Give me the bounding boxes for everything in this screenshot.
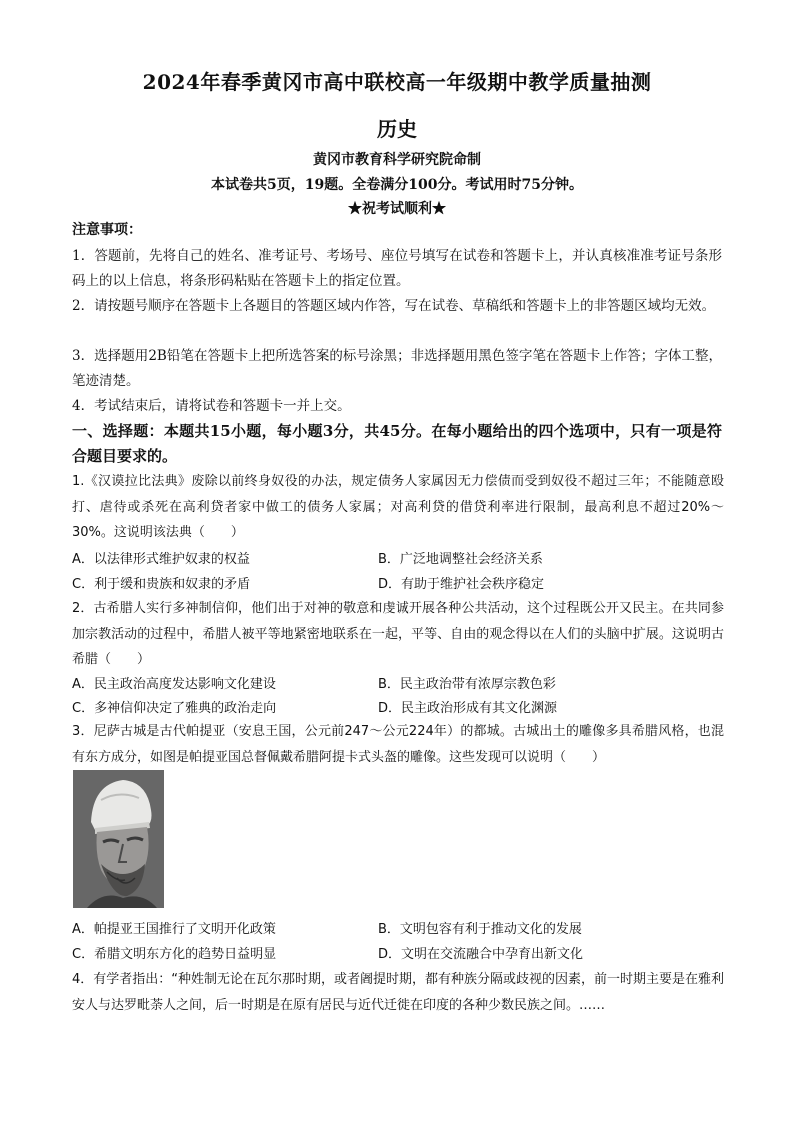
option-b: B．广泛地调整社会经济关系: [378, 552, 543, 567]
question-stem: 3．尼萨古城是古代帕提亚（安息王国，公元前247～公元224年）的都城。古城出土的雕像多具希腊风格，也混有东方成分，如图是帕提亚国总督佩戴希腊阿提卡式头盔的雕像。这些发现可以说明（ ）: [72, 724, 724, 765]
notice-heading: 注意事项：: [72, 222, 142, 238]
option-d: D．有助于维护社会秩序稳定: [378, 577, 545, 592]
notice-item: 1．答题前，先将自己的姓名、准考证号、考场号、座位号填写在试卷和答题卡上，并认真核准准考证号条形码上的以上信息，将条形码粘贴在答题卡上的指定位置。: [72, 248, 722, 289]
option-c: C．利于缓和贵族和奴隶的矛盾: [72, 577, 251, 592]
option-b: B．民主政治带有浓厚宗教色彩: [378, 677, 556, 692]
exam-title: 2024年春季黄冈市高中联校高一年级期中教学质量抽测: [142, 70, 652, 94]
subject-title: 历史: [377, 117, 417, 141]
option-b: B．文明包容有利于推动文化的发展: [378, 922, 582, 937]
option-a: A．以法律形式维护奴隶的权益: [72, 552, 250, 567]
notice-item: 2．请按题号顺序在答题卡上各题目的答题区域内作答，写在试卷、草稿纸和答题卡上的非答题区域均无效。: [72, 298, 716, 314]
option-a: A．帕提亚王国推行了文明开化政策: [72, 922, 276, 937]
notice-item: 4．考试结束后，请将试卷和答题卡一并上交。: [72, 398, 351, 414]
question-stem: 1.《汉谟拉比法典》废除以前终身奴役的办法，规定债务人家属因无力偿债而受到奴役不超过三年；不能随意殴打、虐待或杀死在高利贷者家中做工的债务人家属；对高利贷的借贷利率进行限制，最高利息不超过20%～30%。这说明该法典（ ）: [72, 474, 724, 540]
option-d: D．文明在交流融合中孕育出新文化: [378, 947, 584, 962]
wish-line: ★祝考试顺利★: [348, 201, 446, 217]
option-a: A．民主政治高度发达影响文化建设: [72, 677, 276, 692]
issuer-line: 黄冈市教育科学研究院命制: [313, 152, 481, 168]
exam-info-line: 本试卷共5页，19题。全卷满分100分。考试用时75分钟。: [211, 177, 583, 193]
option-c: C．多神信仰决定了雅典的政治走向: [72, 701, 277, 716]
question-stem: 2．古希腊人实行多神制信仰，他们出于对神的敬意和虔诚开展各种公共活动，这个过程既公开又民主。在共同参加宗教活动的过程中，希腊人被平等地紧密地联系在一起，平等、自由的观念得以在人们的头脑中扩展。这说明古希腊（ ）: [72, 601, 724, 667]
helmeted-head-statue-image: [73, 770, 164, 908]
statue-photo: [73, 770, 164, 908]
option-c: C．希腊文明东方化的趋势日益明显: [72, 947, 277, 962]
notice-item: 3．选择题用2B铅笔在答题卡上把所选答案的标号涂黑；非选择题用黑色签字笔在答题卡上作答；字体工整，笔迹清楚。: [72, 348, 722, 389]
option-d: D．民主政治形成有其文化渊源: [378, 701, 558, 716]
question-stem: 4．有学者指出：“种姓制无论在瓦尔那时期，或者阇提时期，都有种族分隔或歧视的因素，前一时期主要是在雅利安人与达罗毗荼人之间，后一时期是在原有居民与近代迁徙在印度的各种少数民族之间。……: [72, 972, 725, 1013]
section-heading: 一、选择题：本题共15小题，每小题3分，共45分。在每小题给出的四个选项中，只有一项是符合题目要求的。: [72, 422, 722, 465]
